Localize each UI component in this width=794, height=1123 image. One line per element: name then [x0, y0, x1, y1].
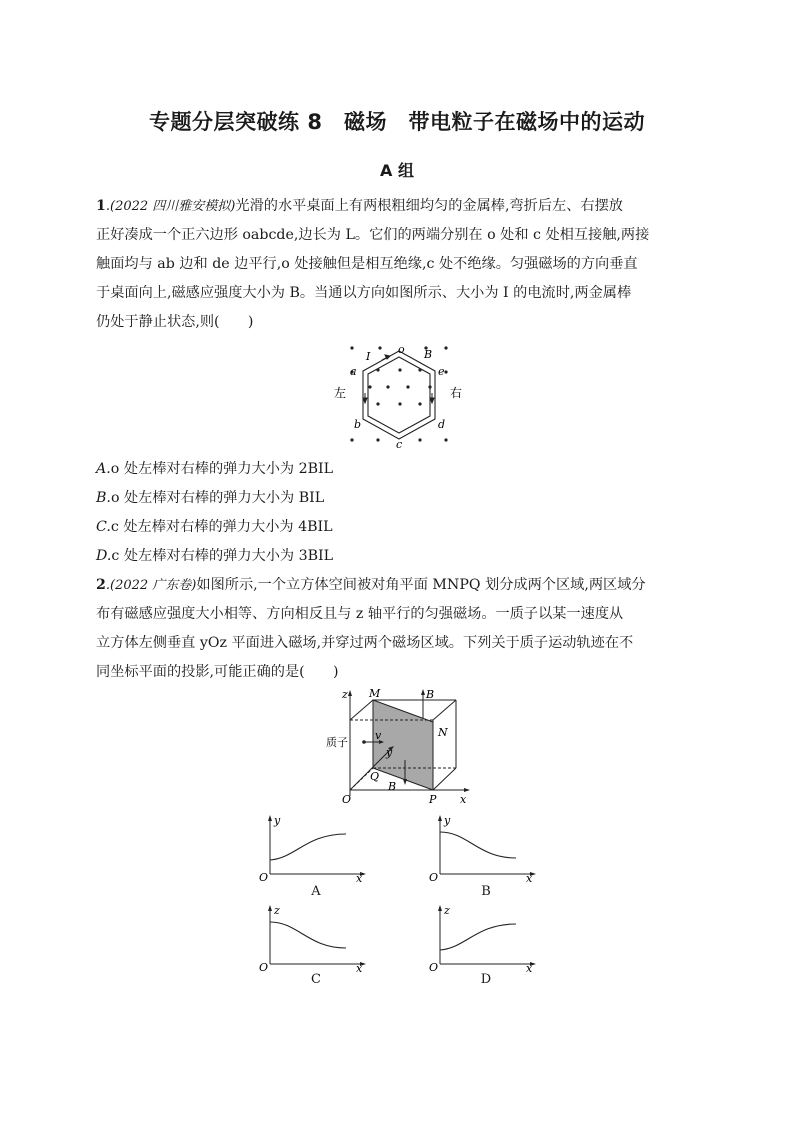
question-2-line-1: 2.(2022 广东卷)如图所示,一个立方体空间被对角平面 MNPQ 划分成两个区域,两区域分 — [96, 577, 646, 593]
label-o: o — [398, 343, 405, 356]
group-label: A 组 — [380, 161, 414, 180]
question-1-text — [96, 192, 700, 337]
question-1-source: .(2022 四川雅安模拟) — [105, 199, 236, 214]
label-right: 右 — [450, 386, 463, 400]
question-2-number: 2 — [96, 577, 106, 593]
hexagon-figure — [320, 338, 480, 450]
diagonal-plane-mnpq — [373, 700, 433, 790]
cube-label-O: O — [342, 793, 352, 806]
graph-c — [258, 904, 368, 974]
graph-c-curve — [270, 922, 346, 948]
cube-label-y: y — [386, 746, 393, 759]
graph-b-axis-x: x — [526, 872, 533, 884]
graph-d-origin: O — [429, 961, 439, 974]
cube-label-z: z — [342, 688, 348, 701]
question-2-text — [96, 571, 700, 687]
graph-c-caption: C — [311, 972, 321, 987]
cube-figure — [320, 686, 480, 808]
graph-a-curve — [270, 834, 346, 860]
cube-label-M: M — [369, 687, 381, 700]
cube-label-proton: 质子 — [326, 736, 348, 749]
cube-label-v: v — [375, 729, 382, 742]
hexagon-outer — [363, 351, 435, 439]
question-2-line-4: 同坐标平面的投影,可能正确的是( ) — [96, 664, 339, 680]
current-arrows — [363, 355, 434, 403]
graph-d-axis-z: z — [444, 904, 450, 917]
cube-label-B-top: B — [426, 688, 435, 701]
graph-d-axis-x: x — [526, 962, 533, 974]
graph-b-origin: O — [429, 871, 439, 884]
hexagon-inner — [368, 357, 430, 433]
cube-label-x: x — [460, 793, 467, 806]
option-c: C.c 处左棒对右棒的弹力大小为 4BIL — [96, 519, 333, 535]
question-1-line-3: 触面均与 ab 边和 de 边平行,o 处接触但是相互绝缘,c 处不绝缘。匀强磁场的方向垂直 — [96, 256, 638, 272]
label-left: 左 — [334, 386, 347, 400]
graph-d — [428, 904, 538, 974]
cube-label-Q: Q — [370, 770, 380, 783]
question-2-line-2: 布有磁感应强度大小相等、方向相反且与 z 轴平行的匀强磁场。一质子以某一速度从 — [96, 606, 624, 622]
graph-d-curve — [440, 924, 516, 950]
label-e: e — [438, 365, 445, 378]
graph-a-caption: A — [311, 884, 321, 899]
label-b: b — [354, 418, 362, 431]
graph-a — [258, 814, 368, 884]
cube-label-P: P — [429, 793, 437, 806]
graph-d-caption: D — [480, 972, 492, 987]
option-a: A.o 处左棒对右棒的弹力大小为 2BIL — [96, 461, 334, 477]
label-a: a — [350, 365, 357, 378]
graph-a-axis-y: y — [274, 814, 281, 827]
graph-a-axis-x: x — [356, 872, 363, 884]
graph-b-caption: B — [481, 884, 491, 899]
graph-c-origin: O — [259, 961, 269, 974]
graph-a-origin: O — [259, 871, 269, 884]
label-d: d — [438, 418, 446, 431]
question-1-number: 1 — [96, 198, 106, 214]
question-1-line-4: 于桌面向上,磁感应强度大小为 B。当通以方向如图所示、大小为 I 的电流时,两金属棒 — [96, 285, 632, 301]
graph-b-axis-y: y — [444, 814, 451, 827]
cube-label-N: N — [438, 726, 448, 739]
question-1-line-1: 1.(2022 四川雅安模拟)光滑的水平桌面上有两根粗细均匀的金属棒,弯折后左、右摆放 — [96, 198, 623, 214]
question-2-line-3: 立方体左侧垂直 yOz 平面进入磁场,并穿过两个磁场区域。下列关于质子运动轨迹在不 — [96, 635, 634, 651]
question-2-source: .(2022 广东卷) — [105, 578, 197, 593]
question-1-line-2: 正好凑成一个正六边形 oabcde,边长为 L。它们的两端分别在 o 处和 c 处相互接触,两接 — [96, 227, 650, 243]
graph-b-curve — [440, 832, 516, 858]
graph-c-axis-x: x — [356, 962, 363, 974]
option-d: D.c 处左棒对右棒的弹力大小为 3BIL — [96, 548, 334, 564]
page-title: 专题分层突破练 8 磁场 带电粒子在磁场中的运动 — [149, 110, 645, 134]
label-B: B — [424, 348, 433, 361]
label-c: c — [396, 438, 403, 450]
label-I: I — [366, 350, 371, 363]
cube-label-B-bottom: B — [388, 780, 397, 793]
option-b: B.o 处左棒对右棒的弹力大小为 BIL — [96, 490, 325, 506]
question-1-line-5: 仍处于静止状态,则( ) — [96, 314, 254, 330]
graph-c-axis-z: z — [274, 904, 280, 917]
graph-b — [428, 814, 538, 884]
